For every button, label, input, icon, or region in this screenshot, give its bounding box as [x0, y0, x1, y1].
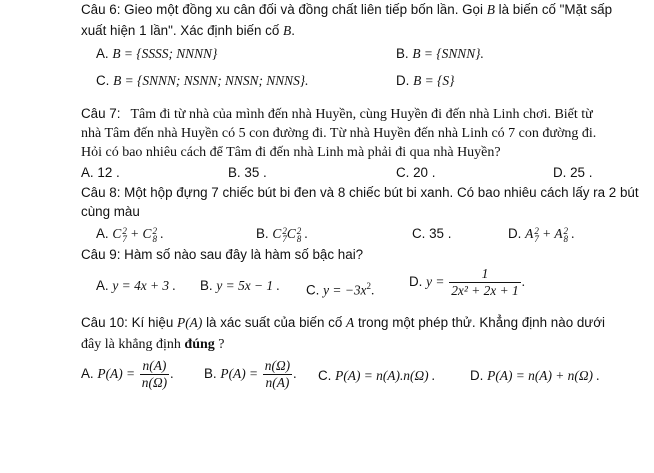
q10-option-a-label: A.: [81, 366, 94, 382]
q10-option-d-expr: P(A) = n(A) + n(Ω) .: [487, 368, 600, 383]
q10-line2-bold: đúng: [184, 337, 215, 352]
q6-option-d-label: D.: [396, 73, 410, 88]
q10-option-a: A. P(A) = $\frac{n(A)}{n(\Omega)}$ .: [81, 358, 174, 390]
q6-line-1: [81, 1, 612, 19]
q10-option-c-label: C.: [318, 368, 332, 383]
q10-line-2: [81, 336, 225, 354]
q9-option-d: D. y = $\frac{1}{\text{2x² + 2x + 1}}$ .: [409, 266, 526, 298]
q9-option-a-label: A.: [96, 278, 109, 293]
q10-option-b-fraction: $\frac{n(\Omega)}{n(A)}$: [264, 358, 291, 390]
q9-line-1: Câu 9: Hàm số nào sau đây là hàm số bậc hai?: [81, 247, 364, 262]
q6-option-b-label: B.: [396, 46, 409, 61]
q9-option-b-label: B.: [200, 278, 213, 293]
q8-option-c: C. 35 .: [412, 226, 452, 241]
q8-option-a-expr: C 2 7 + C 2 8 .: [112, 225, 164, 244]
q7-option-d: D. 25 .: [553, 165, 593, 180]
q10-option-b-label: B.: [204, 366, 217, 382]
q9-option-d-denominator: 2x² + 2x + 1: [451, 283, 519, 298]
q8-line-1: Câu 8: Một hộp đựng 7 chiếc bút bi đen và 8 chiếc bút bi xanh. Có bao nhiêu cách lấy ra 2 bút: [81, 185, 639, 200]
q6-option-b: [396, 45, 484, 63]
q8-option-b: [256, 225, 308, 243]
q6-stem-text: Câu 6: Gieo một đồng xu cân đối và đồng chất liên tiếp bốn lần. Gọi: [81, 2, 483, 17]
q6-option-c-expr: B = {SNNN; NSNN; NNSN; NNNS}.: [113, 73, 309, 88]
q6-option-a-label: A.: [96, 46, 109, 61]
q10-stem-mid: là xác suất của biến cố: [206, 315, 343, 330]
q9-option-b: [200, 277, 280, 295]
q7-line-2: nhà Tâm đến nhà Huyền có 5 con đường đi. Từ nhà Huyền đến nhà Linh có 7 con đường đi.: [81, 126, 597, 141]
q7-line-1: [81, 105, 593, 124]
q10-line2-end: ?: [218, 337, 225, 352]
q6-stem-end: là biến cố "Mặt sấp: [498, 2, 613, 17]
q10-option-d: [470, 367, 600, 385]
q9-option-c-label: C.: [306, 282, 320, 298]
q9-option-c: C. $y = -3x^2$.: [306, 281, 375, 298]
q6-option-a: [96, 45, 217, 63]
q8-option-b-expr: C 2 7 C 2 8 .: [272, 225, 308, 244]
q9-option-c-expr: y = −3x: [323, 282, 367, 298]
q7-option-b: B. 35 .: [228, 165, 267, 180]
q9-option-c-exponent: 2: [366, 281, 371, 291]
q8-option-d-expr: A 2 7 + A 2 8 .: [525, 225, 575, 244]
q9-option-d-fraction: [449, 266, 520, 299]
q8-option-a-label: A.: [96, 226, 109, 241]
q6-option-c-label: C.: [96, 73, 110, 88]
q6-option-d: [396, 72, 454, 90]
q9-option-d-label: D.: [409, 274, 423, 290]
q8-option-d: [508, 225, 575, 243]
q8-option-d-label: D.: [508, 226, 522, 241]
q6-option-a-expr: B = {SSSS; NNNN}: [112, 46, 218, 61]
q9-option-b-expr: y = 5x − 1 .: [216, 278, 280, 293]
q6-option-c: [96, 72, 309, 90]
q10-option-b: B. P(A) = $\frac{n(\Omega)}{n(A)}$ .: [204, 358, 297, 390]
q9-option-a-expr: y = 4x + 3 .: [112, 278, 176, 293]
q10-option-d-label: D.: [470, 368, 484, 383]
q6-stem-line2: xuất hiện 1 lần". Xác định biến cố: [81, 23, 280, 38]
q10-option-c: [318, 367, 435, 385]
q10-line2-text: đây là khẳng định: [81, 337, 181, 352]
q10-stem-end: trong một phép thử. Khẳng định nào dưới: [357, 315, 606, 330]
q10-stem-text: Câu 10: Kí hiệu: [81, 315, 174, 330]
q6-line2-var: B: [283, 23, 292, 38]
q6-var-b: B: [486, 2, 495, 17]
q10-stem-var-a: A: [346, 315, 355, 330]
q10-stem-pa: P(A): [177, 315, 203, 330]
q6-line-2: [81, 22, 295, 40]
q6-option-b-expr: B = {SNNN}.: [412, 46, 484, 61]
q7-label: Câu 7:: [81, 106, 121, 121]
q7-line-3: Hỏi có bao nhiêu cách để Tâm đi đến nhà Linh mà phải đi qua nhà Huyền?: [81, 145, 501, 160]
q7-option-c: C. 20 .: [396, 165, 436, 180]
q10-option-a-fraction: $\frac{n(A)}{n(\Omega)}$: [141, 358, 168, 390]
q6-line2-end: .: [291, 23, 295, 38]
q10-line-1: [81, 314, 605, 332]
q10-option-c-expr: P(A) = n(A).n(Ω) .: [335, 368, 436, 383]
q9-option-d-numerator: 1: [449, 266, 520, 283]
q6-option-d-expr: B = {S}: [413, 73, 455, 88]
q8-option-b-label: B.: [256, 226, 269, 241]
q8-option-a: [96, 225, 164, 243]
q9-option-a: [96, 277, 176, 295]
q8-line-2: cùng màu: [81, 204, 140, 219]
q7-stem-line1: Tâm đi từ nhà của mình đến nhà Huyền, cùng Huyền đi đến nhà Linh chơi. Biết từ: [130, 107, 593, 122]
q7-option-a: A. 12 .: [81, 165, 120, 180]
